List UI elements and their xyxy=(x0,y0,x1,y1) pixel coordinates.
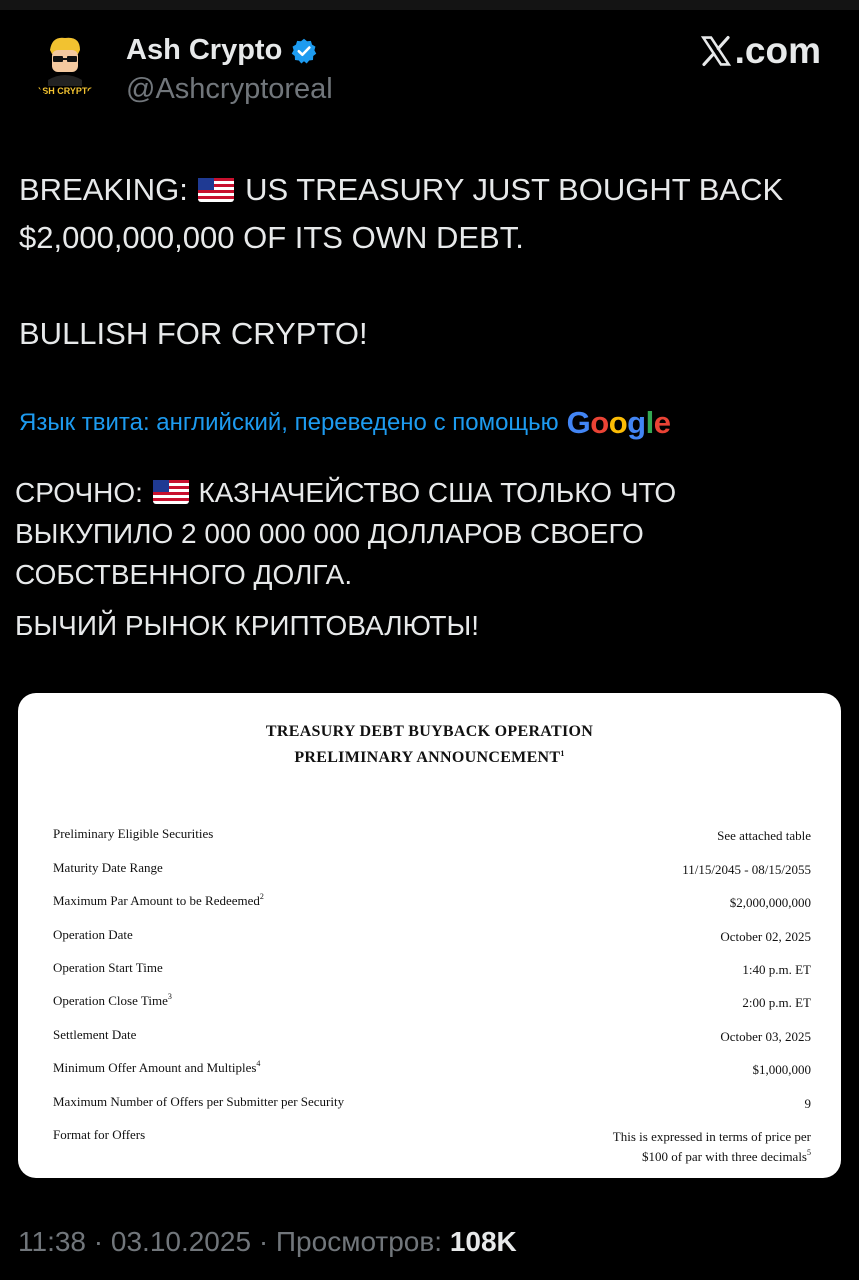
meta-separator: · xyxy=(258,1226,269,1257)
row-value-line-2: $100 of par with three decimals xyxy=(642,1149,807,1164)
tweet-date[interactable]: 03.10.2025 xyxy=(110,1226,252,1257)
row-value: 1:40 p.m. ET xyxy=(742,962,811,977)
us-flag-icon xyxy=(153,480,189,504)
x-com-watermark xyxy=(699,30,821,72)
google-logo: Google xyxy=(566,405,671,440)
tweet-line-1 xyxy=(19,166,849,214)
row-footnote: 4 xyxy=(256,1059,261,1068)
document-title xyxy=(18,719,841,771)
row-value: 9 xyxy=(804,1096,811,1111)
row-label: Format for Offers xyxy=(53,1127,146,1142)
tweet-body xyxy=(19,166,849,358)
row-footnote: 2 xyxy=(259,892,264,901)
author-display-name[interactable]: Ash Crypto xyxy=(126,34,283,66)
row-value: 11/15/2045 - 08/15/2055 xyxy=(682,862,811,877)
breaking-label: BREAKING: xyxy=(19,172,188,207)
row-value: October 03, 2025 xyxy=(720,1029,811,1044)
row-label: Settlement Date xyxy=(53,1027,137,1042)
row-footnote: 5 xyxy=(807,1148,811,1157)
row-footnote: 3 xyxy=(167,992,172,1001)
row-label: Operation Date xyxy=(53,927,133,942)
document-row xyxy=(53,993,811,1013)
tweet-meta xyxy=(18,1226,517,1258)
row-label-text: Operation Close Time xyxy=(53,993,168,1008)
views-label: Просмотров: xyxy=(275,1226,443,1257)
row-value: October 02, 2025 xyxy=(720,929,811,944)
document-title-line-2 xyxy=(18,745,841,771)
document-row xyxy=(53,1127,811,1167)
document-title-footnote: 1 xyxy=(560,749,565,758)
row-value: $1,000,000 xyxy=(752,1062,811,1077)
translated-line-1 xyxy=(15,472,845,513)
tweet-time[interactable]: 11:38 xyxy=(18,1226,86,1257)
row-label: Maximum Number of Offers per Submitter per Security xyxy=(53,1094,345,1109)
verified-badge-icon xyxy=(290,37,318,65)
tweet-line-3: BULLISH FOR CRYPTO! xyxy=(19,316,368,351)
document-row xyxy=(53,1060,811,1080)
document-row xyxy=(53,1094,811,1114)
translation-label[interactable]: Язык твита: английский, переведено с помощью xyxy=(19,409,559,436)
document-title-line-1: TREASURY DEBT BUYBACK OPERATION xyxy=(265,723,594,740)
row-value-line-1: This is expressed in terms of price per xyxy=(612,1129,811,1144)
top-bar xyxy=(0,0,859,10)
author-name-row[interactable] xyxy=(126,34,318,67)
row-label xyxy=(53,993,172,1009)
translated-line-4: БЫЧИЙ РЫНОК КРИПТОВАЛЮТЫ! xyxy=(15,610,480,641)
document-row xyxy=(53,960,811,980)
us-flag-icon xyxy=(198,178,234,202)
tweet-line-2: $2,000,000,000 OF ITS OWN DEBT. xyxy=(19,220,524,255)
document-row xyxy=(53,893,811,913)
row-label xyxy=(53,1060,260,1076)
document-row xyxy=(53,927,811,947)
translated-line-1-text: КАЗНАЧЕЙСТВО США ТОЛЬКО ЧТО xyxy=(198,477,677,508)
translation-note[interactable] xyxy=(19,405,670,441)
row-label: Preliminary Eligible Securities xyxy=(53,826,214,841)
tweet-line-1-text: US TREASURY JUST BOUGHT BACK xyxy=(245,172,784,207)
row-value: $2,000,000,000 xyxy=(729,895,811,910)
x-com-label: .com xyxy=(734,30,821,71)
row-label xyxy=(53,893,264,909)
avatar[interactable] xyxy=(30,30,100,100)
author-handle[interactable]: @Ashcryptoreal xyxy=(126,73,333,105)
views-count[interactable]: 108K xyxy=(449,1226,517,1257)
translated-line-2: ВЫКУПИЛО 2 000 000 000 ДОЛЛАРОВ СВОЕГО xyxy=(15,518,644,549)
translated-line-3: СОБСТВЕННОГО ДОЛГА. xyxy=(15,559,353,590)
row-label-text: Maximum Par Amount to be Redeemed xyxy=(53,893,260,908)
meta-separator: · xyxy=(93,1226,104,1257)
translated-prefix: СРОЧНО: xyxy=(15,477,143,508)
row-value: See attached table xyxy=(717,828,811,843)
document-title-line-2-text: PRELIMINARY ANNOUNCEMENT xyxy=(294,749,561,766)
document-row xyxy=(53,826,811,846)
document-row xyxy=(53,1027,811,1047)
avatar-cartoon-icon xyxy=(30,30,100,100)
row-label: Maturity Date Range xyxy=(53,860,163,875)
row-value: 2:00 p.m. ET xyxy=(742,995,811,1010)
row-label: Operation Start Time xyxy=(53,960,163,975)
translated-body xyxy=(15,472,845,646)
x-logo-icon xyxy=(699,34,733,68)
avatar-logo-text: ASH CRYPTO xyxy=(35,86,95,96)
attached-document-image[interactable] xyxy=(18,693,841,1178)
row-label-text: Minimum Offer Amount and Multiples xyxy=(53,1060,257,1075)
row-value xyxy=(613,1127,811,1167)
document-row xyxy=(53,860,811,880)
